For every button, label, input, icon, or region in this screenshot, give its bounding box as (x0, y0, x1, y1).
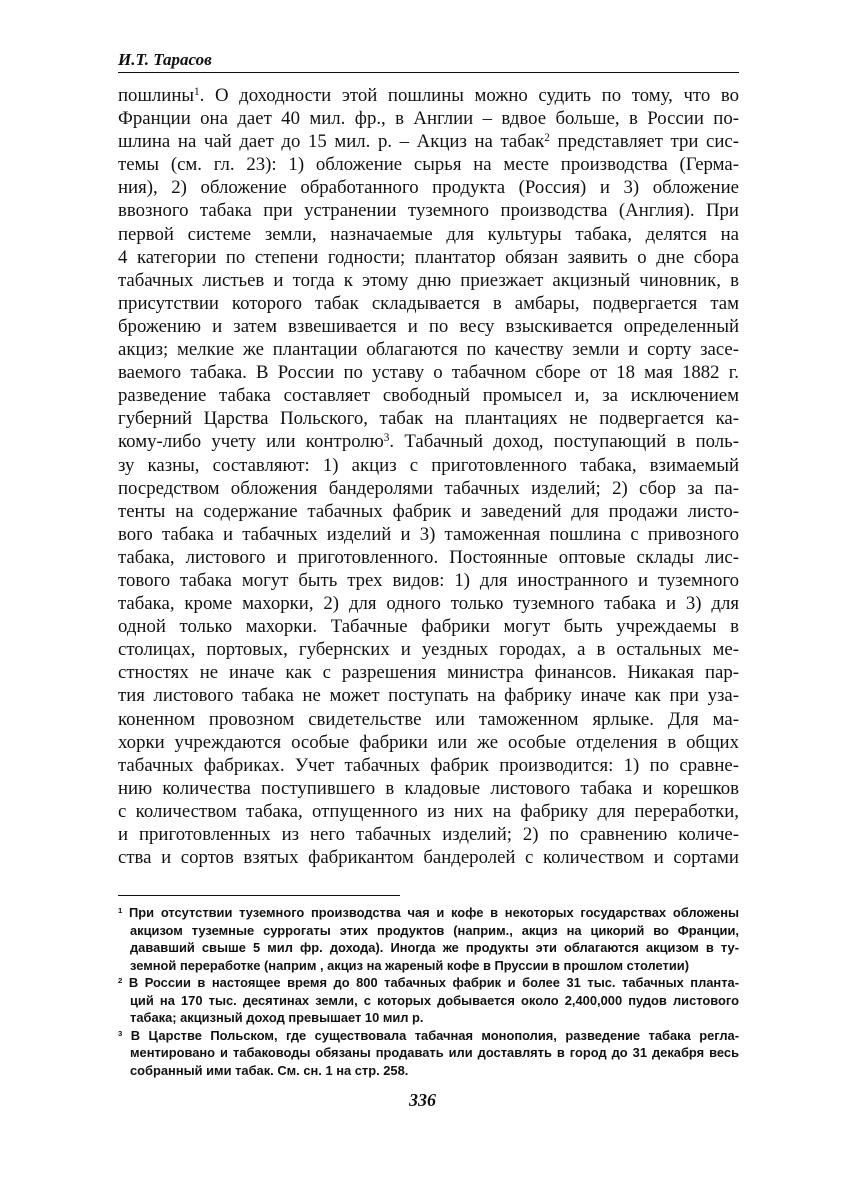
text-line: присутствии которого табак складывается в амбары, подвергается там (118, 292, 739, 314)
footnotes (118, 904, 739, 1079)
text-line: коненном провозном свидетельстве или таможенном ярлыке. Для ма- (118, 708, 739, 730)
footnote-line: $^2$ В России в настоящее время до 800 табачных фабрик и более 31 тыс. табачных планта- (118, 975, 739, 990)
text-line: тенты на содержание табачных фабрик и заведений для продажи листо- (118, 500, 739, 522)
text-line: нию количества поступившего в кладовые листового табака и корешков (118, 777, 739, 799)
text-line: одной только махорки. Табачные фабрики могут быть учреждаемы в (118, 616, 739, 638)
text-line: тового табака могут быть трех видов: 1) для иностранного и туземного (118, 569, 739, 591)
text-line: первой системе земли, назначаемые для культуры табака, делятся на (118, 223, 739, 245)
text-line: губерний Царства Польского, табак на плантациях не подвергается ка- (118, 408, 739, 430)
footnote-line: земной переработке (наприм , акциз на жареный кофе в Пруссии в прошлом столетии) (130, 957, 689, 973)
text-line: ства и сортов взятых фабрикантом бандеролей с количеством и сортами (118, 847, 739, 869)
text-line: и приготовленных из него табачных изделий; 2) по сравнению количе- (118, 824, 739, 845)
text-line: табака, кроме махорки, 2) для одного только туземного табака и 3) для (118, 593, 739, 615)
text-line: Франции она дает 40 мил. фр., в Англии – вдвое больше, в России по- (118, 108, 739, 130)
page-number: 336 (409, 1090, 436, 1110)
footnote-line: $^3$ В Царстве Польском, где существовала табачная монополия, разведение табака регла- (118, 1027, 739, 1043)
text-line: темы (см. гл. 23): 1) обложение сырья на месте производства (Герма- (118, 154, 739, 176)
running-head: И.Т. Тарасов (118, 50, 212, 69)
text-line: вого табака и табачных изделий и 3) таможенная пошлина с привозного (118, 523, 739, 545)
footnote-line: ментировано и табаководы обязаны продавать или доставлять в город до 31 декабря весь (130, 1045, 739, 1060)
text-line: стностях не иначе как с разрешения министра финансов. Никакая пар- (118, 662, 739, 684)
footnote-rule (118, 895, 400, 896)
footnote-line: $^1$ При отсутствии туземного производства чая и кофе в некоторых государствах обложены (118, 905, 739, 920)
text-line: брожению и затем взвешивается и по весу взыскивается определенный (118, 315, 739, 337)
text-line: ваемого табака. В России по уставу о табачном сборе от 18 мая 1882 г. (118, 362, 739, 384)
text-line: тия листового табака не может поступать на фабрику иначе как при уза- (118, 685, 739, 707)
text-line: ввозного табака при устранении туземного производства (Англия). При (118, 200, 739, 222)
text-line: табачных листьев и тогда к этому дню приезжает акцизный чиновник, в (118, 269, 739, 291)
text-line: ния), 2) обложение обработанного продукта (Россия) и 3) обложение (118, 177, 739, 199)
text-line: зу казны, составляют: 1) акциз с приготовленного табака, взимаемый (118, 454, 739, 476)
text-line: посредством обложения бандеролями табачных изделий; 2) сбор за па- (118, 477, 739, 499)
footnote-line: ций на 170 тыс. десятинах земли, с которых добывается около 2,400,000 пудов листового (130, 992, 739, 1008)
text-line: акциз; мелкие же плантации облагаются по качеству земли и сорту засе- (118, 339, 739, 361)
footnote-line: собранный ими табак. См. сн. 1 на стр. 258. (130, 1062, 409, 1078)
footnote-line: табака; акцизный доход превышает 10 мил р. (130, 1010, 424, 1025)
text-line: хорки учреждаются особые фабрики или же особые отделения в общих (118, 731, 739, 753)
footnote-line: дававший свыше 5 мил фр. дохода). Иногда же продукты эти облагаются акцизом в ту- (130, 940, 739, 955)
text-line: пошлины$^1$. О доходности этой пошлины можно судить по тому, что во (118, 85, 739, 106)
text-line: столицах, портовых, губернских и уездных городах, а в остальных ме- (118, 639, 739, 661)
main-text (118, 84, 739, 869)
text-line: кому-либо учету или контролю$^3$. Табачный доход, поступающий в поль- (118, 431, 740, 453)
text-line: табака, листового и приготовленного. Постоянные оптовые склады лис- (118, 546, 739, 568)
text-line: шлина на чай дает до 15 мил. р. – Акциз на табак$^2$ представляет три сис- (118, 131, 740, 153)
text-line: с количеством табака, отпущенного из них на фабрику для переработки, (118, 800, 739, 822)
text-line: табачных фабриках. Учет табачных фабрик производится: 1) по сравне- (118, 754, 739, 776)
text-line: 4 категории по степени годности; плантатор обязан заявить о дне сбора (118, 246, 739, 268)
text-line: разведение табака составляет свободный промысел и, за исключением (118, 385, 739, 407)
footnote-line: акцизом туземные суррогаты этих продуктов (наприм., акциз на цикорий во Франции, (130, 922, 739, 938)
header-rule (118, 72, 739, 73)
